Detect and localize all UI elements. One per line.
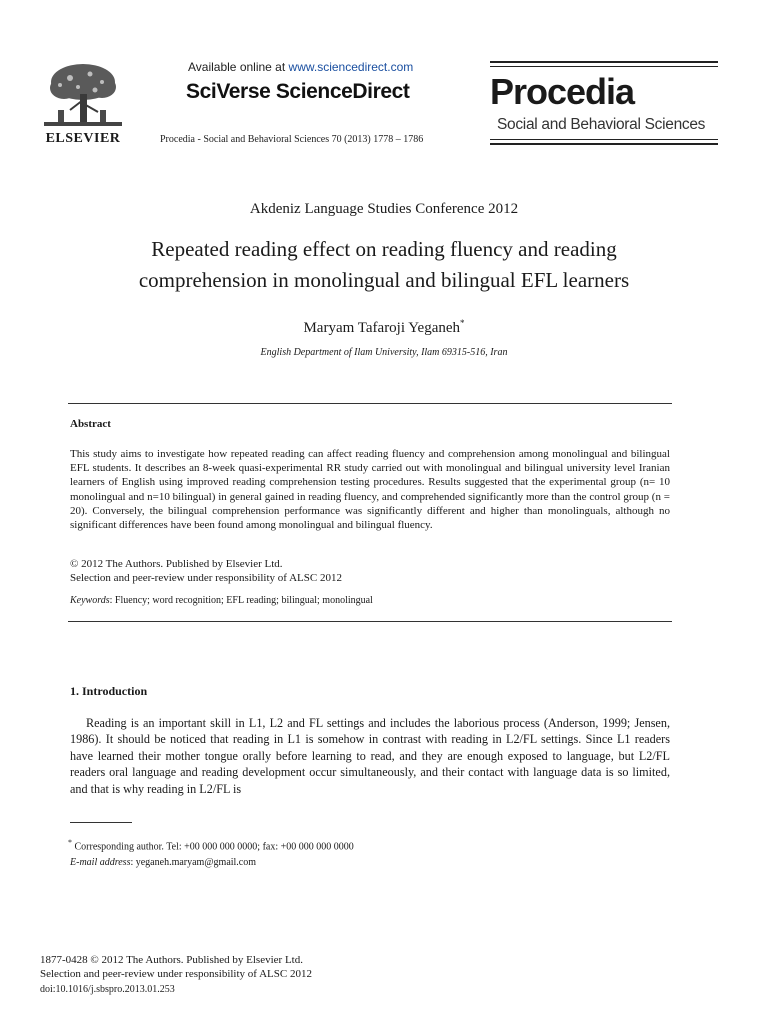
email-address[interactable]: : yeganeh.maryam@gmail.com [130,857,257,868]
footnote-contact: Corresponding author. Tel: +00 000 000 0000; fax: +00 000 000 0000 [72,841,354,853]
brand-rule [490,143,718,145]
footnote-mark: * [68,838,72,847]
journal-brand-title: Procedia [490,71,635,112]
keywords-line [70,595,373,606]
brand-rule [490,66,718,67]
article-title-line: comprehension in monolingual and bilingual EFL learners [138,268,630,292]
article-title [0,234,768,296]
brand-rule [490,61,718,63]
abstract-heading: Abstract [70,418,111,430]
sciencedirect-link[interactable]: www.sciencedirect.com [288,60,414,74]
footnote-corresponding-author [68,838,354,852]
abstract-peer-review: Selection and peer-review under responsibility of ALSC 2012 [70,572,342,584]
platform-name: SciVerse ScienceDirect [186,80,410,103]
abstract-copyright: © 2012 The Authors. Published by Elsevier Ltd. [70,558,283,570]
issn-line: 1877-0428 © 2012 The Authors. Published by Elsevier Ltd. [40,954,303,966]
abstract-top-rule [68,403,672,404]
section-heading-introduction: 1. Introduction [70,684,148,698]
article-title-line: Repeated reading effect on reading fluency and reading [151,237,617,261]
footnote-rule [70,822,132,823]
introduction-paragraph: Reading is an important skill in L1, L2 and FL settings and includes the laborious process (Anderson, 1999; Jensen, 1986). It should be noticed that reading in L1 is somehow in contrast with reading in L2/FL settings. Since L1 readers have learned their mother tongue orally before learning to read, and they are enough exposed to language, but L2/FL readers oral language and reading development occur simultaneously, and their contact with language data is so limited, and that is why reading in L2/FL is [70,716,670,796]
brand-rule [490,139,718,140]
email-label: E-mail address [70,857,131,868]
keywords-list: : Fluency; word recognition; EFL reading; bilingual; monolingual [109,595,373,606]
author-name: Maryam Tafaroji Yeganeh [303,320,461,336]
keywords-label: Keywords [70,595,110,606]
available-online-line [188,60,413,74]
author-affiliation: English Department of Ilam University, Ilam 69315-516, Iran [260,347,508,358]
available-online-label: Available online at [188,60,289,74]
abstract-bottom-rule [68,621,672,622]
doi-link[interactable]: doi:10.1016/j.sbspro.2013.01.253 [40,984,175,995]
author-line [0,318,768,337]
footnote-email [70,857,256,868]
publisher-name: ELSEVIER [45,131,121,146]
journal-brand-subtitle: Social and Behavioral Sciences [497,116,706,133]
bottom-peer-review: Selection and peer-review under responsibility of ALSC 2012 [40,968,312,980]
conference-name: Akdeniz Language Studies Conference 2012 [249,201,519,217]
journal-citation: Procedia - Social and Behavioral Sciences 70 (2013) 1778 – 1786 [160,134,424,145]
abstract-text: This study aims to investigate how repeated reading can affect reading fluency and comprehension among monolingual and bilingual EFL students. It describes an 8-week quasi-experimental RR study carried out with monolingual and bilingual university level Iranian learners of English using improved reading comprehension testing procedures. Results suggested that the experimental group (n= 10 monolingual and n=10 bilingual) in general gained in reading fluency, and comprehended significantly more than the control group (n = 20). Conversely, the bilingual comprehension performance was significantly different and higher than monolinguals, although no significant differences have been found among monolingual and bilingual fluency. [70,448,670,532]
author-footnote-mark: * [460,318,465,328]
